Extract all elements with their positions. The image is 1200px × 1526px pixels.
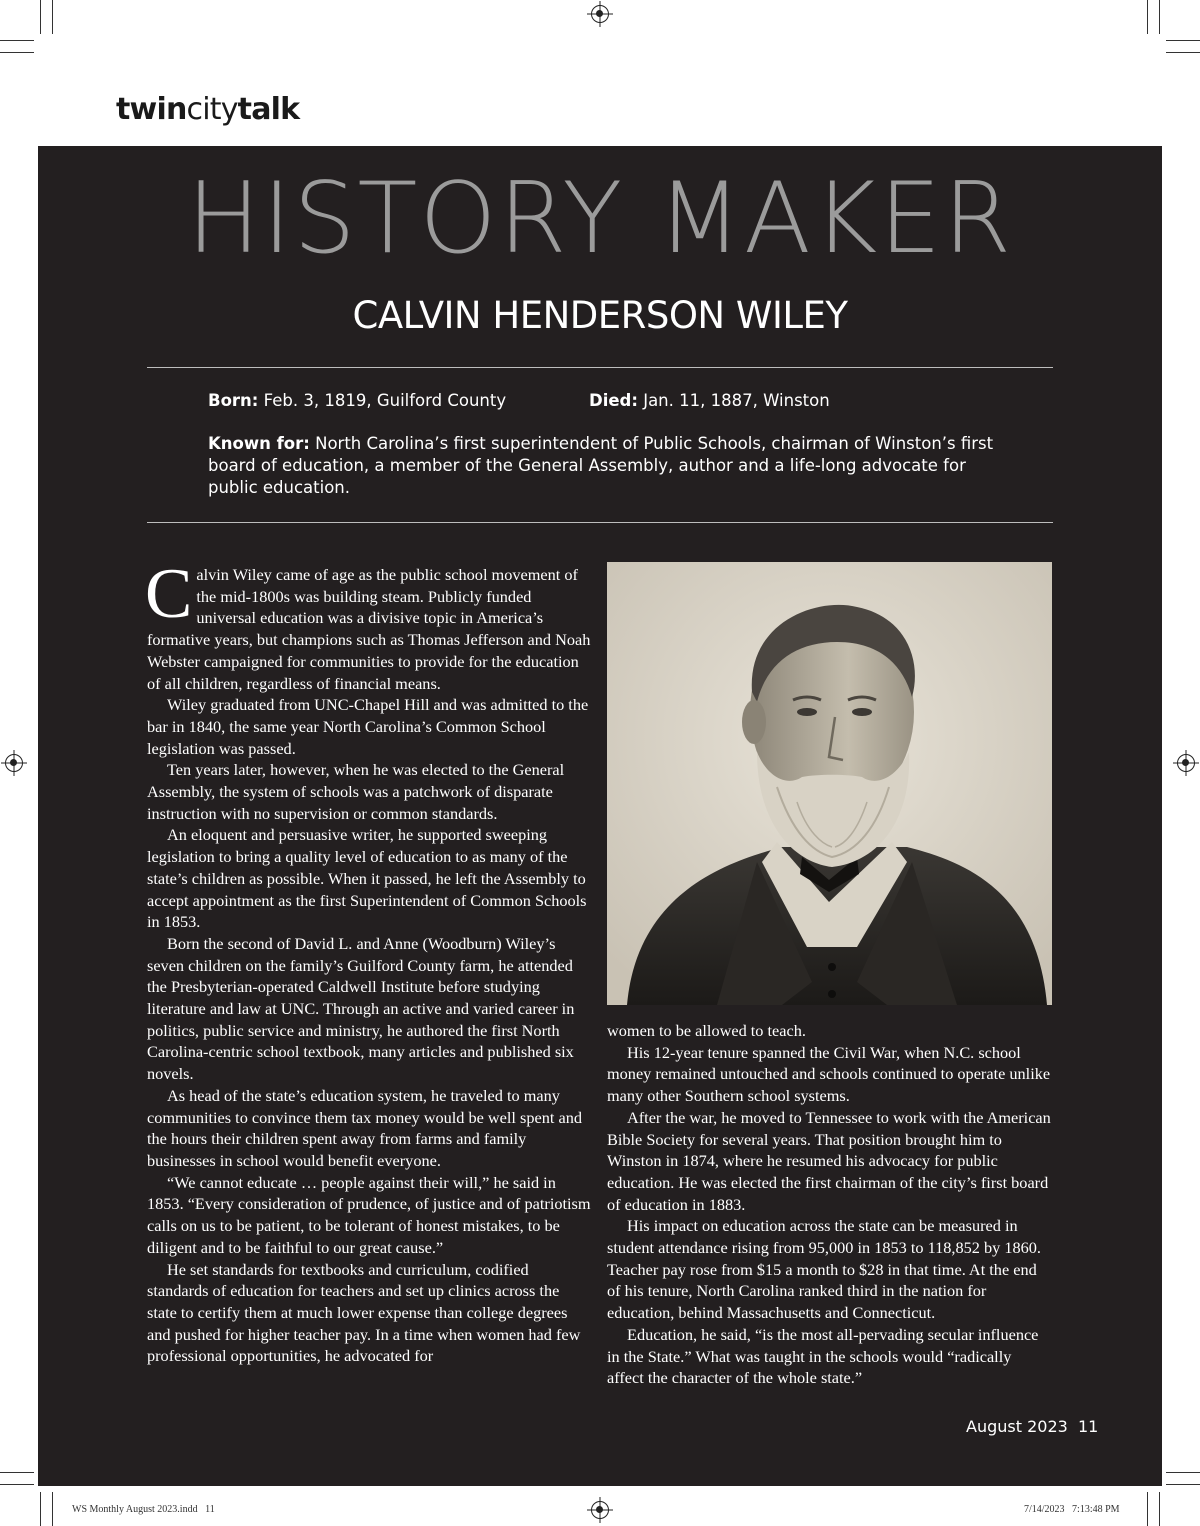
article-paragraph: As head of the state’s education system, he traveled to many communities to convince them tax money would be well spent and the hours their children spent away from farms and family businesses in school would benefit everyone. bbox=[147, 1085, 582, 1170]
born-fact bbox=[208, 390, 506, 412]
crop-mark bbox=[1159, 1492, 1160, 1526]
known-for-fact bbox=[208, 433, 1018, 499]
page-folio bbox=[966, 1417, 1098, 1436]
article-paragraph: “We cannot educate … people against their will,” he said in 1853. “Every consideration of prudence, of justice and of patriotism calls on us to be patient, to be tolerant of honest mistakes, to be diligent and to be faithful to our great cause.” bbox=[147, 1172, 591, 1257]
crop-mark bbox=[1166, 1484, 1200, 1485]
article-paragraph: After the war, he moved to Tennessee to work with the American Bible Society for several years. That position brought him to Winston in 1874, where he resumed his advocacy for public education. He was elected the first chairman of the city’s first board of education in 1883. bbox=[607, 1107, 1051, 1214]
registration-mark-icon bbox=[591, 1501, 609, 1519]
page-number: 11 bbox=[1077, 1417, 1099, 1436]
article-column-1 bbox=[145, 555, 592, 1367]
crop-mark bbox=[40, 0, 41, 34]
crop-mark bbox=[1159, 0, 1160, 34]
print-timestamp: 7/14/2023 7:13:48 PM bbox=[1024, 1504, 1120, 1515]
known-for-value: North Carolina’s first superintendent of Public Schools, chairman of Winston’s first board of education, a member of the General Assembly, author and a life-long advocate for public education. bbox=[208, 434, 994, 497]
portrait-photo bbox=[607, 562, 1052, 1005]
article-paragraph: women to be allowed to teach. bbox=[607, 1021, 806, 1040]
article-paragraph: Born the second of David L. and Anne (Woodburn) Wiley’s seven children on the family’s Guilford County farm, he attended the Presbyterian-operated Caldwell Institute before studying literature and law at UNC. Through an active and varied career in politics, public service and ministry, he authored the first North Carolina-centric school textbook, many articles and published six novels. bbox=[147, 933, 575, 1084]
known-for-label: Known for: bbox=[208, 434, 310, 453]
crop-mark bbox=[1166, 40, 1200, 41]
crop-mark bbox=[52, 0, 53, 34]
crop-mark bbox=[1147, 0, 1148, 34]
crop-mark bbox=[0, 1484, 34, 1485]
crop-mark bbox=[0, 40, 34, 41]
registration-mark-icon bbox=[5, 754, 23, 772]
file-slug: WS Monthly August 2023.indd 11 bbox=[72, 1504, 215, 1515]
article-paragraph: An eloquent and persuasive writer, he supported sweeping legislation to bring a quality level of education to as many of the state’s children as possible. When it passed, he left the Assembly to accept appointment as the first Superintendent of Common Schools in 1853. bbox=[147, 825, 587, 932]
born-value: Feb. 3, 1819, Guilford County bbox=[263, 391, 507, 410]
divider bbox=[147, 367, 1053, 368]
crop-mark bbox=[0, 1472, 34, 1473]
registration-mark-icon bbox=[1177, 754, 1195, 772]
article-column-2 bbox=[607, 1020, 1052, 1389]
article-paragraph: His impact on education across the state can be measured in student attendance rising from 95,000 in 1853 to 118,852 by 1860. Teacher pay rose from $15 a month to $28 in that time. At the end of his tenure, North Carolina ranked third in the nation for education, behind Massachusetts and Connecticut. bbox=[607, 1216, 1041, 1323]
born-label: Born: bbox=[208, 391, 259, 410]
crop-mark bbox=[52, 1492, 53, 1526]
subject-name: CALVIN HENDERSON WILEY bbox=[352, 294, 848, 337]
drop-cap: C bbox=[145, 555, 193, 633]
crop-mark bbox=[1166, 52, 1200, 53]
registration-mark-icon bbox=[591, 5, 609, 23]
article-paragraph: Education, he said, “is the most all-pervading secular influence in the State.” What was taught in the schools would “radically affect the character of the whole state.” bbox=[607, 1324, 1039, 1388]
divider bbox=[147, 522, 1053, 523]
article-paragraph: Wiley graduated from UNC-Chapel Hill and was admitted to the bar in 1840, the same year North Carolina’s Common School legislation was passed. bbox=[147, 695, 589, 758]
died-label: Died: bbox=[589, 391, 638, 410]
died-fact bbox=[589, 390, 830, 412]
article-paragraph: Calvin Wiley came of age as the public school movement of the mid-1800s was building steam. Publicly funded universal education was a divisive topic in America’s formative years, but champions such as Thomas Jefferson and Noah Webster campaigned for communities to provide for the education of all children, regardless of financial means. bbox=[145, 555, 591, 693]
article-paragraph: He set standards for textbooks and curriculum, codified standards of education for teachers and set up clinics across the state to certify them at much lower expense than college degrees and pushed for higher teacher pay. In a time when women had few professional opportunities, he advocated for bbox=[147, 1259, 581, 1366]
crop-mark bbox=[1166, 1472, 1200, 1473]
article-paragraph: Ten years later, however, when he was elected to the General Assembly, the system of schools was a patchwork of disparate instruction with no supervision or common standards. bbox=[147, 760, 565, 823]
died-value: Jan. 11, 1887, Winston bbox=[643, 391, 830, 410]
article-paragraph: His 12-year tenure spanned the Civil War, when N.C. school money remained untouched and schools continued to operate unlike many other Southern school systems. bbox=[607, 1042, 1051, 1106]
crop-mark bbox=[1147, 1492, 1148, 1526]
crop-mark bbox=[40, 1492, 41, 1526]
page-title: HISTORY MAKER bbox=[186, 162, 1014, 276]
crop-mark bbox=[0, 52, 34, 53]
issue-date: August 2023 bbox=[966, 1417, 1068, 1436]
section-brand-logo: twincitytalk bbox=[116, 92, 300, 127]
